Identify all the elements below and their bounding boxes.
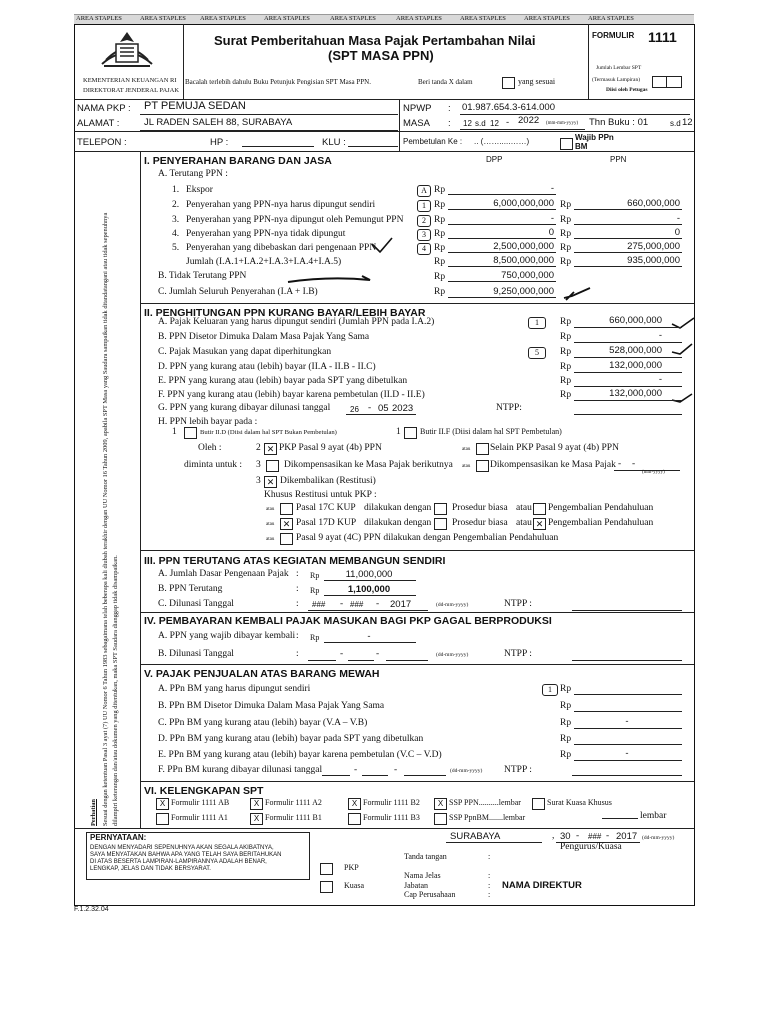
section-3-title: III. PPN TERUTANG ATAS KEGIATAN MEMBANGUN SENDIRI [144, 555, 446, 567]
prosedur-biasa-label: Prosedur biasa [452, 518, 508, 528]
staples-label: AREA STAPLES [264, 15, 310, 22]
masa-year[interactable]: 2022 [518, 115, 540, 126]
kompensasi2-dash2: - [632, 459, 636, 469]
g-day[interactable]: 26 [350, 405, 359, 414]
nama-jelas-label: Nama Jelas [404, 871, 441, 880]
kelengkapan-checkbox[interactable] [156, 813, 169, 825]
s5-row-rp: Rp [560, 684, 572, 694]
row-rp-dpp: Rp [434, 185, 446, 195]
tanda-tangan-colon: : [488, 852, 491, 861]
hp-label: HP : [210, 137, 229, 148]
atau-text: atau [516, 518, 532, 528]
row-code: A [417, 185, 431, 197]
thn-buku-label[interactable]: Thn Buku : 01 [589, 117, 649, 128]
h1a-checkbox[interactable] [184, 427, 197, 439]
row-dpp-value[interactable]: 6,000,000,000 [493, 198, 554, 209]
row-code: 2 [417, 215, 431, 227]
tidak-terutang-rp: Rp [434, 272, 446, 282]
termasuk-lampiran-label: (Termasuk Lampiran) [592, 77, 641, 83]
s5-f-dash1: - [354, 765, 358, 775]
s5-row-line [574, 711, 682, 712]
directorate-name: DIREKTORAT JENDERAL PAJAK [83, 87, 180, 94]
thn-to[interactable]: 12 [682, 117, 693, 128]
s3-c-day[interactable]: ### [312, 600, 326, 609]
masa-format: (mm-mm-yyyy) [546, 121, 579, 126]
g-dash: - [368, 403, 372, 413]
s4-b-dash1: - [340, 649, 344, 659]
signing-format: (dd-mm-yyyy) [642, 835, 675, 841]
dikembalikan-3-number: 3 [256, 476, 261, 486]
dikembalikan-checkbox[interactable]: ✕ [264, 476, 277, 488]
g-label: G. PPN yang kurang dibayar dilunasi tanggal [158, 403, 331, 413]
s4-b-colon: : [296, 649, 299, 659]
form-title: Surat Pemberitahuan Masa Pajak Pertambahan Nilai [214, 33, 536, 48]
jumlah-rp-ppn: Rp [560, 257, 572, 267]
s3-b-colon: : [296, 584, 299, 594]
staples-label: AREA STAPLES [200, 15, 246, 22]
masa-colon: : [448, 118, 451, 129]
section-4-title: IV. PEMBAYARAN KEMBALI PAJAK MASUKAN BAGI PKP GAGAL BERPRODUKSI [144, 615, 552, 627]
jumlah-rp-dpp: Rp [434, 257, 446, 267]
kelengkapan-label: Formulir 1111 B3 [363, 813, 420, 822]
s5-row-value[interactable]: - [625, 748, 629, 759]
npwp-colon: : [448, 103, 451, 114]
kompensasi2-dash1: - [618, 459, 622, 469]
row-ppn-value[interactable]: - [676, 213, 680, 224]
row-label: Penyerahan yang dibebaskan dari pengenaan PPN [186, 243, 377, 253]
masa-label: MASA [403, 118, 430, 129]
jabatan-colon: : [488, 881, 491, 890]
pembetulan-label: Pembetulan Ke : [403, 137, 463, 146]
s3-a-rp: Rp [310, 571, 320, 580]
s2-row-label: A. Pajak Keluaran yang harus dipungut sendiri (Jumlah PPN pada I.A.2) [158, 317, 435, 327]
row-rp-dpp: Rp [434, 215, 446, 225]
s2-row-value[interactable]: 660,000,000 [609, 315, 662, 326]
s5-row-line [574, 744, 682, 745]
tidak-terutang-label: B. Tidak Terutang PPN [158, 271, 247, 281]
mark-instruction: Beri tanda X dalam [418, 78, 473, 86]
s4-a-rp: Rp [310, 633, 320, 642]
pkp-pasal-checkbox[interactable]: ✕ [264, 443, 277, 455]
kelengkapan-label: Surat Kuasa Khusus [547, 798, 612, 807]
s2-row-value[interactable]: 528,000,000 [609, 345, 662, 356]
pengembalian-label: Pengembalian Pendahuluan [548, 503, 654, 513]
kelengkapan-checkbox[interactable]: X [250, 813, 263, 825]
jabatan-label: Jabatan [404, 881, 428, 890]
s2-row-value[interactable]: 132,000,000 [609, 360, 662, 371]
s4-b-label: B. Dilunasi Tanggal [158, 649, 234, 659]
atau-label: atau [462, 447, 471, 452]
s2-row-rp: Rp [560, 376, 572, 386]
row-rp-dpp: Rp [434, 229, 446, 239]
kelengkapan-label: Formulir 1111 B1 [265, 813, 322, 822]
signing-city[interactable]: SURABAYA [450, 831, 501, 842]
kelengkapan-label: Formulir 1111 AB [171, 798, 230, 807]
telepon-label: TELEPON : [77, 137, 127, 148]
s5-row-label: D. PPn BM yang kurang atau (lebih) bayar pada SPT yang dibetulkan [158, 734, 424, 744]
diminta-3-number: 3 [256, 460, 261, 470]
row-label: Ekspor [186, 185, 213, 195]
s5-f-label: F. PPn BM kurang dibayar dilunasi tanggal [158, 765, 323, 775]
legend-yang-sesuai: yang sesuai [518, 77, 556, 86]
kelengkapan-label: SSP PpnBM.......lembar [449, 813, 526, 822]
s3-c-year[interactable]: 2017 [390, 599, 412, 610]
row-ppn-value[interactable]: 660,000,000 [627, 198, 680, 209]
pengembalian-checkbox[interactable] [533, 503, 546, 515]
nama-pkp-label: NAMA PKP : [77, 103, 131, 114]
thn-sd: s.d [670, 119, 681, 128]
alamat-label: ALAMAT : [77, 118, 120, 129]
row-rp-ppn: Rp [560, 215, 572, 225]
row-rp-ppn: Rp [560, 200, 572, 210]
s5-row-rp: Rp [560, 734, 572, 744]
s5-row-line [574, 694, 682, 695]
s4-ntpp: NTPP : [504, 649, 532, 659]
row-number: 4. [172, 229, 180, 239]
staples-label: AREA STAPLES [76, 15, 122, 22]
s4-a-colon: : [296, 631, 299, 641]
prosedur-biasa-checkbox[interactable] [434, 518, 447, 530]
row-dpp-value[interactable]: - [550, 213, 554, 224]
pasal9-label: Pasal 9 ayat (4C) PPN dilakukan dengan Pengembalian Pendahuluan [296, 533, 559, 543]
pkp-signer-label: PKP [344, 863, 359, 872]
section-6-title: VI. KELENGKAPAN SPT [144, 785, 264, 797]
pkp-pasal-label: PKP Pasal 9 ayat (4b) PPN [279, 443, 382, 453]
row-rp-dpp: Rp [434, 200, 446, 210]
row-number: 5. [172, 243, 180, 253]
s2-row-value[interactable]: - [658, 330, 662, 341]
masa-to[interactable]: 12 [490, 119, 499, 128]
s5-row-value[interactable]: - [625, 716, 629, 727]
s2-row-label: F. PPN yang kurang atau (lebih) bayar karena pembetulan (II.D - II.E) [158, 390, 425, 400]
ministry-name: KEMENTERIAN KEUANGAN RI [83, 77, 177, 84]
s3-c-dash1: - [340, 599, 344, 609]
diminta-label: diminta untuk : [184, 460, 243, 470]
staples-label: AREA STAPLES [460, 15, 506, 22]
row-rp-dpp: Rp [434, 243, 446, 253]
kompensasi2-checkbox[interactable] [476, 460, 489, 472]
oleh-label: Oleh : [198, 443, 222, 453]
s2-row-line [574, 357, 682, 358]
kelengkapan-checkbox[interactable]: X [250, 798, 263, 810]
staples-label: AREA STAPLES [330, 15, 376, 22]
footer-form-code: F.1.2.32.04 [74, 906, 109, 913]
selain-pkp-label: Selain PKP Pasal 9 ayat (4b) PPN [490, 443, 619, 453]
signing-month[interactable]: ### [588, 832, 602, 841]
npwp-value[interactable]: 01.987.654.3-614.000 [462, 102, 555, 113]
s5-row-rp: Rp [560, 718, 572, 728]
s2-row-rp: Rp [560, 390, 572, 400]
row-dpp-value[interactable]: - [550, 183, 554, 194]
pernyataan-line1: DENGAN MENYADARI SEPENUHNYA AKAN SEGALA AKIBATNYA, [90, 845, 274, 851]
s5-f-format: (dd-mm-yyyy) [450, 768, 483, 774]
jabatan-value[interactable]: NAMA DIREKTUR [502, 880, 582, 891]
prosedur-biasa-checkbox[interactable] [434, 503, 447, 515]
kelengkapan-checkbox[interactable]: X [348, 798, 361, 810]
row-ppn-value[interactable]: 275,000,000 [627, 241, 680, 252]
atau-text: atau [516, 503, 532, 513]
s5-row-label: A. PPn BM yang harus dipungut sendiri [158, 684, 311, 694]
kelengkapan-checkbox[interactable]: X [434, 798, 447, 810]
row-rp-ppn: Rp [560, 243, 572, 253]
s2-row-rp: Rp [560, 332, 572, 342]
row-label: Penyerahan yang PPN-nya dipungut oleh Pemungut PPN [186, 215, 404, 225]
row-number: 1. [172, 185, 180, 195]
kelengkapan-label: Formulir 1111 B2 [363, 798, 420, 807]
atau-label: atau [266, 537, 275, 542]
alamat-value[interactable]: JL RADEN SALEH 88, SURABAYA [144, 117, 293, 128]
atau-label: atau [266, 507, 275, 512]
s2-row-value[interactable]: - [658, 374, 662, 385]
selain-pkp-checkbox[interactable] [476, 443, 489, 455]
s3-b-rp: Rp [310, 586, 320, 595]
masa-from[interactable]: 12 [463, 119, 472, 128]
row-code: 1 [417, 200, 431, 212]
s4-b-format: (dd-mm-yyyy) [436, 652, 469, 658]
s2-row-rp: Rp [560, 317, 572, 327]
signing-year[interactable]: 2017 [616, 831, 638, 842]
s2-row-rp: Rp [560, 347, 572, 357]
s3-c-dash2: - [376, 599, 380, 609]
section-1-a-label: A. Terutang PPN : [158, 169, 228, 179]
jumlah-lembar-label: Jumlah Lembar SPT [596, 65, 642, 71]
s5-row-rp: Rp [560, 701, 572, 711]
side-note-line2: dilampiri keterangan dan/atau dokumen yang ditentukan, maka SPT Saudara dianggap tidak disampaikan. [112, 555, 119, 826]
s5-row-label: E. PPn BM yang kurang atau (lebih) bayar karena pembetulan (V.C – V.D) [158, 750, 442, 760]
jumlah-seluruh-value[interactable]: 9,250,000,000 [493, 286, 554, 297]
signing-dash2: - [606, 831, 610, 841]
pasal17d-label: Pasal 17D KUP [296, 518, 357, 528]
s5-f-dash2: - [394, 765, 398, 775]
npwp-label: NPWP [403, 103, 432, 114]
jumlah-ppn-value[interactable]: 935,000,000 [627, 255, 680, 266]
tidak-terutang-value[interactable]: 750,000,000 [501, 270, 554, 281]
section-5-title: V. PAJAK PENJUALAN ATAS BARANG MEWAH [144, 668, 380, 680]
atau-label: atau [462, 464, 471, 469]
s2-row-code: 1 [528, 317, 546, 329]
pkp-signer-checkbox[interactable] [320, 863, 333, 875]
formulir-number: 1111 [648, 29, 677, 45]
s5-row-line [574, 760, 682, 761]
signing-comma: , [552, 831, 555, 841]
s3-c-month[interactable]: ### [350, 600, 364, 609]
h1b-label: Butir II.F (Diisi dalam hal SPT Pembetulan) [420, 427, 562, 436]
s3-c-colon: : [296, 599, 299, 609]
side-note-perhatian: Perhatian [90, 799, 97, 826]
jumlah-seluruh-label: C. Jumlah Seluruh Penyerahan (I.A + I.B) [158, 287, 318, 297]
nama-jelas-colon: : [488, 871, 491, 880]
s2-row-label: B. PPN Disetor Dimuka Dalam Masa Pajak Yang Sama [158, 332, 370, 342]
kelengkapan-checkbox[interactable] [348, 813, 361, 825]
s3-a-label: A. Jumlah Dasar Pengenaan Pajak [158, 569, 289, 579]
g-month[interactable]: 05 [378, 403, 389, 414]
s5-row-label: C. PPn BM yang kurang atau (lebih) bayar (V.A – V.B) [158, 718, 368, 728]
s4-b-dash2: - [376, 649, 380, 659]
s3-ntpp: NTPP : [504, 599, 532, 609]
pernyataan-line2: SAYA MENYATAKAN BAHWA APA YANG TELAH SAYA BERITAHUKAN [90, 852, 282, 858]
side-note-line1: Sesuai dengan ketentuan Pasal 3 ayat (7) UU Nomor 6 Tahun 1983 sebagaimana telah beberapa kali diubah terakhir dengan UU Nomor 16 Tahun 2009, apabila SPT Masa yang Saudara sampaikan tidak ditandatangani atau tidak sepenuhnya [102, 212, 109, 826]
g-ntpp: NTPP: [496, 403, 522, 413]
tanda-tangan-label: Tanda tangan [404, 852, 447, 861]
staples-label: AREA STAPLES [396, 15, 442, 22]
s2-row-line [574, 327, 682, 328]
s4-a-label: A. PPN yang wajib dibayar kembali [158, 631, 296, 641]
row-code: 3 [417, 229, 431, 241]
row-number: 3. [172, 215, 180, 225]
pernyataan-line3: DI ATAS BESERTA LAMPIRAN-LAMPIRANNYA ADALAH BENAR, [90, 859, 267, 865]
pernyataan-title: PERNYATAAN: [90, 833, 147, 842]
s3-b-value[interactable]: 1,100,000 [347, 584, 391, 595]
section-1-title: I. PENYERAHAN BARANG DAN JASA [144, 155, 332, 167]
pengembalian-checkbox[interactable]: ✕ [533, 518, 546, 530]
kompensasi1-checkbox[interactable] [266, 460, 279, 472]
lembar-label: lembar [640, 811, 667, 821]
g-year[interactable]: 2023 [392, 403, 414, 414]
section-2-title: II. PENGHITUNGAN PPN KURANG BAYAR/LEBIH BAYAR [144, 307, 426, 319]
masa-sd: s.d [475, 119, 486, 128]
mmyyyy-label: (mm-yyyy) [642, 470, 665, 475]
col-dpp-header: DPP [486, 155, 503, 164]
staples-label: AREA STAPLES [140, 15, 186, 22]
dilakukan-label: dilakukan dengan [364, 503, 432, 513]
wajib-ppnbm-label: Wajib PPn BM [575, 133, 614, 151]
staples-label: AREA STAPLES [588, 15, 634, 22]
kuasa-signer-checkbox[interactable] [320, 881, 333, 893]
pengurus-label: Pengurus/Kuasa [560, 842, 622, 852]
pasal17d-checkbox[interactable]: ✕ [280, 518, 293, 530]
dikembalikan-label: Dikembalikan (Restitusi) [280, 476, 376, 486]
s4-a-value[interactable]: - [367, 631, 371, 642]
h1a-label: Butir II.D (Diisi dalam hal SPT Bukan Pembetulan) [200, 429, 337, 436]
formulir-label: FORMULIR [592, 31, 635, 40]
s3-b-label: B. PPN Terutang [158, 584, 223, 594]
s5-row-line [574, 728, 682, 729]
pernyataan-line4: LENGKAP, JELAS DAN TIDAK BERSYARAT. [90, 866, 211, 872]
row-ppn-value[interactable]: 0 [674, 227, 680, 238]
s2-row-label: C. Pajak Masukan yang dapat diperhitungkan [158, 347, 332, 357]
s2-row-label: D. PPN yang kurang atau (lebih) bayar (II.A - II.B - II.C) [158, 362, 376, 372]
s2-row-line [574, 342, 682, 343]
jumlah-label: Jumlah (I.A.1+I.A.2+I.A.3+I.A.4+I.A.5) [186, 257, 342, 267]
kelengkapan-checkbox[interactable] [434, 813, 447, 825]
s3-c-label: C. Dilunasi Tanggal [158, 599, 234, 609]
s5-ntpp: NTPP : [504, 765, 532, 775]
dilakukan-label: dilakukan dengan [364, 518, 432, 528]
row-rp-ppn: Rp [560, 229, 572, 239]
kelengkapan-label: SSP PPN..........lembar [449, 798, 521, 807]
oleh-2-number: 2 [256, 443, 261, 453]
row-label: Penyerahan yang PPN-nya harus dipungut sendiri [186, 200, 376, 210]
s2-row-value[interactable]: 132,000,000 [609, 388, 662, 399]
kompensasi1-label: Dikompensasikan ke Masa Pajak berikutnya [284, 460, 453, 470]
s3-c-format: (dd-mm-yyyy) [436, 602, 469, 608]
pasal17c-label: Pasal 17C KUP [296, 503, 356, 513]
kompensasi2-label: Dikompensasikan ke Masa Pajak [490, 460, 616, 470]
signing-day[interactable]: 30 [560, 831, 571, 842]
row-dpp-value[interactable]: 2,500,000,000 [493, 241, 554, 252]
s2-row-line [574, 400, 682, 401]
staples-label: AREA STAPLES [524, 15, 570, 22]
kelengkapan-checkbox[interactable] [532, 798, 545, 810]
s2-row-rp: Rp [560, 362, 572, 372]
form-subtitle: (SPT MASA PPN) [328, 48, 434, 63]
signing-dash1: - [576, 831, 580, 841]
s2-row-line [574, 372, 682, 373]
petugas-label: Diisi oleh Petugas [606, 87, 648, 93]
row-number: 2. [172, 200, 180, 210]
row-code: 4 [417, 243, 431, 255]
s2-row-label: E. PPN yang kurang atau (lebih) bayar pada SPT yang dibetulkan [158, 376, 408, 386]
row-label: Penyerahan yang PPN-nya tidak dipungut [186, 229, 346, 239]
s5-row-label: B. PPn BM Disetor Dimuka Dalam Masa Pajak Yang Sama [158, 701, 385, 711]
row-dpp-value[interactable]: 0 [548, 227, 554, 238]
masa-dash: - [506, 117, 510, 128]
instruction-text: Bacalah terlebih dahulu Buku Petunjuk Pengisian SPT Masa PPN. [185, 78, 371, 86]
pasal9-checkbox[interactable] [280, 533, 293, 545]
s3-a-value[interactable]: 11,000,000 [345, 569, 393, 580]
h1b-checkbox[interactable] [404, 427, 417, 439]
jumlah-dpp-value[interactable]: 8,500,000,000 [493, 255, 554, 266]
atau-label: atau [266, 522, 275, 527]
pembetulan-value[interactable]: .. (…….....……) [474, 137, 530, 146]
klu-label: KLU : [322, 137, 346, 148]
kuasa-signer-label: Kuasa [344, 881, 364, 890]
h1-number: 1 [172, 427, 177, 437]
col-ppn-header: PPN [610, 155, 627, 164]
s5-row-code: 1 [542, 684, 558, 696]
s2-row-line [574, 386, 682, 387]
s5-row-rp: Rp [560, 750, 572, 760]
s2-row-code: 5 [528, 347, 546, 359]
prosedur-biasa-label: Prosedur biasa [452, 503, 508, 513]
pasal17c-checkbox[interactable] [280, 503, 293, 515]
nama-pkp-value[interactable]: PT PEMUJA SEDAN [144, 100, 246, 112]
khusus-label: Khusus Restitusi untuk PKP : [264, 490, 377, 500]
h1b-number: 1 [396, 427, 401, 437]
kelengkapan-label: Formulir 1111 A2 [265, 798, 322, 807]
jumlah-seluruh-rp: Rp [434, 287, 446, 297]
cap-colon: : [488, 890, 491, 899]
kelengkapan-label: Formulir 1111 A1 [171, 813, 228, 822]
h-label: H. PPN lebih bayar pada : [158, 417, 258, 427]
kelengkapan-checkbox[interactable]: X [156, 798, 169, 810]
s3-a-colon: : [296, 569, 299, 579]
pengembalian-label: Pengembalian Pendahuluan [548, 518, 654, 528]
cap-label: Cap Perusahaan [404, 890, 456, 899]
